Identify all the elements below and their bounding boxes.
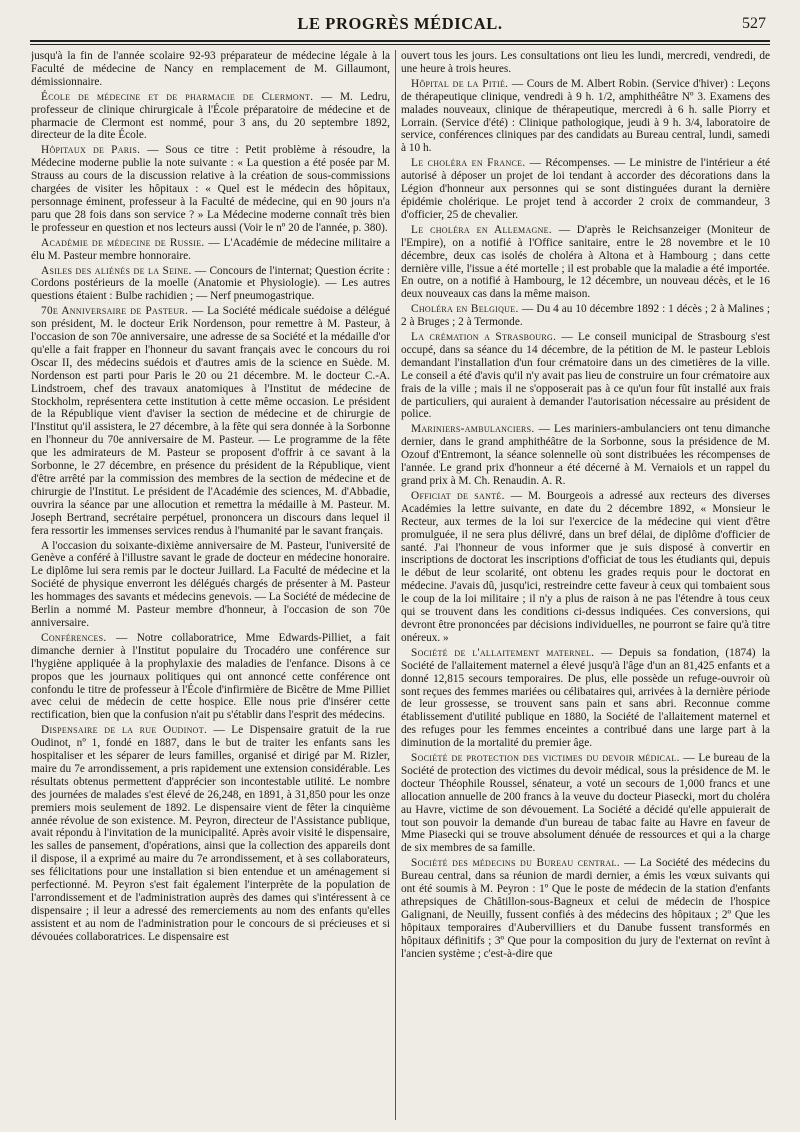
article-paragraph	[401, 303, 770, 329]
article-text: Le Dispensaire gratuit de la rue Oudinot, nº 1, fondé en 1887, dans le but de traiter les enfants sans les hospitaliser et les séparer de leurs familles, organisé et dirigé par M. Rizler, maire du 7e arrondissement, a pris rapidement une extension considérable. Les résultats obtenus permettent d'apprécier son incontestable utilité. Le nombre des journées de malades s'est élevé de 26,248, en 1891, à 31,850 pour les onze premiers mois seulement de 1892. Le dispensaire vient de fêter la cinquième année révolue de son existence. M. Peyron, directeur de l'Assistance publique, avait répondu à l'invitation de la municipalité. Après avoir visité le dispensaire, les salles de pansement, d'opérations, ainsi que la collection des appareils dont il dispose, il a exprimé au maire du 7e arrondissement, et à ses collaborateurs, ses félicitations pour une installation si bien entendue et un aménagement si perfectionné. M. Peyron s'est fait également l'interprète de la population de l'arrondissement et de l'administration auprès des dames qui s'intéressent à ce dispensaire ; il leur a adressé des remerciements au nom des enfants qu'elles assistent et au nom de l'administration pour le concours de si précieuses et si dévouées collaboratrices. Le dispensaire est	[31, 724, 390, 943]
article-paragraph	[31, 305, 390, 537]
page-number: 527	[742, 15, 766, 32]
article-heading: Choléra en Belgique. —	[411, 303, 534, 316]
article-text: La Société des médecins du Bureau central, dans sa réunion de mardi dernier, a émis les vœux suivants qui ont été soumis à M. Peyron : 1º Que le poste de médecin de la station d'enfants athrepsiques de Châtillon-sous-Bagneux et celui de médecin de l'hospice Galignani, de Neuilly, fussent confiés à des médecins des hôpitaux ; 2º Que les hôpitaux temporaires d'Aubervilliers et du Danube fussent transformés en hôpitaux définitifs ; 3º Que pour la composition du jury de l'externat on revînt à l'ancien système ; c'est-à-dire que	[401, 857, 770, 960]
article-paragraph	[31, 540, 390, 630]
left-column	[31, 50, 390, 1122]
right-column	[401, 50, 770, 1122]
article-paragraph	[401, 224, 770, 301]
article-heading: Hôpitaux de Paris. —	[41, 144, 159, 157]
article-paragraph	[401, 50, 770, 76]
running-header	[30, 14, 770, 36]
article-paragraph	[31, 144, 390, 234]
article-text: Du 4 au 10 décembre 1892 : 1 décès ; 2 à Malines ; 2 à Bruges ; 2 à Termonde.	[401, 303, 770, 329]
header-rule-thin	[30, 44, 770, 45]
journal-title: LE PROGRÈS MÉDICAL.	[297, 14, 503, 33]
article-paragraph	[401, 647, 770, 750]
article-text: Notre collaboratrice, Mme Edwards-Pilliet, a fait dimanche dernier à l'Institut populaire du Trocadéro une conférence sur l'hygiène appliquée à la prophylaxie des maladies de l'enfance. Disons à ce propos que les journaux politiques qui ont annoncé cette conférence ont confondu le titre de professeur à l'École d'infirmière de Bicêtre de Mme Pilliet avec celui de médecin de cette hospice. Elle nous prie d'insérer cette rectification, bien que la confusion n'ait pu s'établir dans l'esprit des médecins.	[31, 631, 390, 722]
article-heading: Académie de médecine de Russie. —	[41, 236, 221, 249]
article-text: Cours de M. Albert Robin. (Service d'hiver) : Leçons de thérapeutique clinique, vendredi à 9 h. 1/2, amphithéâtre Nº 3. Examens des malades nouveaux, clinique de thérapeutique, mercredi à 6 h. salle Piorry et Lorrain. (Service d'été) : Clinique pathologique, jeudi à 9 h. 3/4, laboratoire de service, conférences cliniques par des candidats au Bureau central, lundi, samedi à 10 h.	[401, 77, 770, 155]
article-paragraph	[401, 157, 770, 222]
article-heading: Dispensaire de la rue Oudinot. —	[41, 724, 226, 737]
article-paragraph	[401, 490, 770, 645]
column-divider	[395, 50, 396, 1120]
article-paragraph	[401, 78, 770, 155]
article-heading: Société de l'allaitement maternel. —	[411, 646, 613, 659]
article-paragraph	[401, 857, 770, 960]
article-heading: Hôpital de la Pitié. —	[411, 77, 524, 90]
article-heading: Le choléra en France. —	[411, 157, 542, 170]
article-paragraph	[31, 724, 390, 943]
article-heading: La crémation a Strasbourg. —	[411, 331, 574, 344]
article-text: La Société médicale suédoise a délégué son président, M. le docteur Erik Nordenson, pour remettre à M. Pasteur, à l'occasion de son 70e anniversaire, une adresse de sa Société et la médaille d'or qu'elle a fait frapper en l'honneur du savant français avec le concours du roi Oscar II, des médecins suédois et d'autres amis de la science en Suède. M. Nordenson est parti pour Paris le 20 ou 21 décembre. M. le docteur C.-A. Lindstroem, chef des travaux anatomiques à l'Institut de médecine de Stockholm, représentera cette institution à cette même occasion. Le président de la République vient d'aviser la section de médecine et de chirurgie de l'Institut qu'il assistera, le 27 décembre, à la fête qui sera donnée à la Sorbonne en l'honneur du 70e anniversaire de M. Pasteur. — Le programme de la fête que les admirateurs de M. Pasteur se proposent d'offrir à ce savant à la Sorbonne, le 27 décembre, en présence du président de la République, vient d'être arrêté par la commission des membres de la section de médecine et de chirurgie de l'Institut. Le président de l'Académie des sciences, M. d'Abbadie, ouvrira la séance par une allocution et remettra la médaille à M. Pasteur. M. Joseph Bertrand, secrétaire perpétuel, prononcera un discours dans lequel il fera ressortir les immenses services rendus à l'humanité par le savant français.	[31, 305, 390, 537]
article-text: A l'occasion du soixante-dixième anniversaire de M. Pasteur, l'université de Genève a conféré à l'illustre savant le grade de docteur en médecine honoraire. Le diplôme lui sera remis par le docteur Juillard. La Faculté de médecine et la Société de physique enverront les délégués chargés de présenter à M. Pasteur les hommages des savants et médecins genevois. — La Société de médecine de Berlin a nommé M. Pasteur membre d'honneur, à l'occasion de son 70e anniversaire.	[31, 539, 390, 629]
article-heading: Société des médecins du Bureau central. —	[411, 857, 636, 870]
article-heading: Mariniers-ambulanciers. —	[411, 423, 551, 436]
article-text: Le bureau de la Société de protection des victimes du devoir médical, sous la présidence de M. le docteur Théophile Roussel, sénateur, a voté un secours de 1,000 francs et une allocation annuelle de 200 francs à la veuve du docteur Piasecki, mort du choléra au Havre, victime de son dévouement. La Société a décidé qu'elle appuierait de tout son pouvoir la demande d'un bureau de tabac faite au Havre en faveur de Mme Piasecki qui se trouve absolument dénuée de ressources et qui a la charge de six membres de sa famille.	[401, 752, 770, 855]
article-heading: 70e Anniversaire de Pasteur. —	[41, 305, 204, 318]
article-text: L'Académie de médecine militaire a élu M. Pasteur membre honnoraire.	[31, 236, 390, 262]
article-heading: Officiat de santé. —	[411, 489, 523, 502]
article-paragraph	[31, 237, 390, 263]
article-text: Les mariniers-ambulanciers ont tenu dimanche dernier, dans le grand amphithéâtre de la Sorbonne, sous la présidence de M. Ozouf d'Entremont, la séance solennelle où sont distribuées les récompenses de l'année. Le grand prix d'honneur a été décerné à M. Vernaiols et un rappel du grand prix à M. Ch. Renaudin. A. R.	[401, 423, 770, 487]
article-heading: Société de protection des victimes du devoir médical. —	[411, 752, 695, 765]
article-heading: École de médecine et de pharmacie de Clermont. —	[41, 90, 333, 103]
article-heading: Asiles des aliénés de la Seine. —	[41, 264, 207, 277]
article-text: Sous ce titre : Petit problème à résoudre, la Médecine moderne publie la note suivante : « La question a été posée par M. Strauss au cours de la discussion relative à la création de sous-commissions chargées de visiter les hôpitaux : « Quel est le médecin des hôpitaux, personnage éminent, professeur à la Faculté de médecine, qui en 90 jours n'a paru que 28 fois dans son service ? » La Médecine moderne connaît très bien le professeur en question et nos lecteurs aussi (Voir le nº 20 de l'année, p. 380).	[31, 144, 390, 234]
article-text: ouvert tous les jours. Les consultations ont lieu les lundi, mercredi, vendredi, de une heure à trois heures.	[401, 50, 770, 75]
article-text: Le conseil municipal de Strasbourg s'est occupé, dans sa séance du 14 décembre, de la pétition de M. le pasteur Leblois demandant l'installation d'un four crématoire dans un des cimetières de la ville. Le conseil a été d'avis qu'il n'y avait pas lieu de construire un four crématoire aux frais de la ville ; mais il ne s'opposerait pas à ce qu'un four fût installé aux frais de particuliers, qui auraient à demander l'autorisation nécessaire au président de police.	[401, 331, 770, 421]
article-paragraph	[31, 91, 390, 143]
article-text: Récompenses. — Le ministre de l'intérieur a été autorisé à déposer un projet de loi tendant à accorder des décorations dans la Légion d'honneur aux personnes qui se sont distinguées durant la dernière épidémie cholérique. Le projet tend à accorder 2 croix de commandeur, 3 d'officier, 25 de chevalier.	[401, 157, 770, 221]
article-text: D'après le Reichsanzeiger (Moniteur de l'Empire), on a notifié à l'Office sanitaire, entre le 28 novembre et le 10 décembre, deux cas isolés de choléra à Altona et à Hambourg ; dans cette dernière ville, l'issue a été mortelle ; il est probable que la maladie a été importée. En outre, on a notifié à Hambourg, le 12 décembre, un nouveau décès, et le 16 deux nouveaux cas dans la même maison.	[401, 223, 770, 301]
article-heading: Le choléra en Allemagne. —	[411, 223, 571, 236]
article-paragraph	[31, 632, 390, 722]
article-paragraph	[401, 423, 770, 488]
article-text: jusqu'à la fin de l'année scolaire 92-93 préparateur de médecine légale à la Faculté de médecine de Nancy en remplacement de M. Gillaumont, démissionnaire.	[31, 50, 390, 88]
article-paragraph	[401, 752, 770, 855]
article-text: M. Bourgeois a adressé aux recteurs des diverses Académies la lettre suivante, en date du 2 décembre 1892, « Monsieur le Recteur, aux termes de la loi sur l'exercice de la médecine qui vient d'être promulguée, il ne sera plus délivré, dans un bref délai, de diplôme d'officier de santé. J'ai l'honneur de vous informer que je suis disposé à convertir en inscriptions de doctorat les inscriptions d'officiat de tous les étudiants qui, depuis le début de leur scolarité, ont obtenu les grades requis pour le doctorat en médecine. J'avais dû, jusqu'ici, restreindre cette faveur à ceux qui tombaient sous le coup de la loi militaire ; il n'y a plus de raison à ne pas l'étendre à tous ceux qui se trouvent dans les conditions ci-dessus indiquées. Ces conversions, qui devront être prononcées par décisions individuelles, ne pourront se faire qu'à titre onéreux. »	[401, 489, 770, 644]
article-text: M. Ledru, professeur de clinique chirurgicale à l'École préparatoire de médecine et de pharmacie de Clermont est nommé, pour 3 ans, du 20 septembre 1892, directeur de la dite École.	[31, 90, 390, 142]
article-heading: Conférences. —	[41, 631, 128, 644]
article-paragraph	[401, 331, 770, 421]
article-paragraph	[31, 265, 390, 304]
article-paragraph	[31, 50, 390, 89]
header-rule-thick	[30, 40, 770, 42]
article-text: Concours de l'internat; Question écrite : Cordons postérieurs de la moelle (Anatomie et Physiologie). — Les autres questions étaient : Bulbe rachidien ; — Nerf pneumogastrique.	[31, 264, 390, 303]
article-text: Depuis sa fondation, (1874) la Société de l'allaitement maternel a élevé jusqu'à l'âge d'un an 81,425 enfants et a donné 12,815 secours temporaires. De plus, elle possède un refuge-ouvroir où sont reçues des femmes mariées ou célibataires qui, arrivées à la dernière période de leur grossesse, se trouvent sans pain et sans abri. Reconnue comme établissement d'utilité publique en 1880, la Société de l'allaitement maternel et des refuges pour les femmes enceintes a contribué dans une large part à la diminution de la mortalité du premier âge.	[401, 646, 770, 750]
